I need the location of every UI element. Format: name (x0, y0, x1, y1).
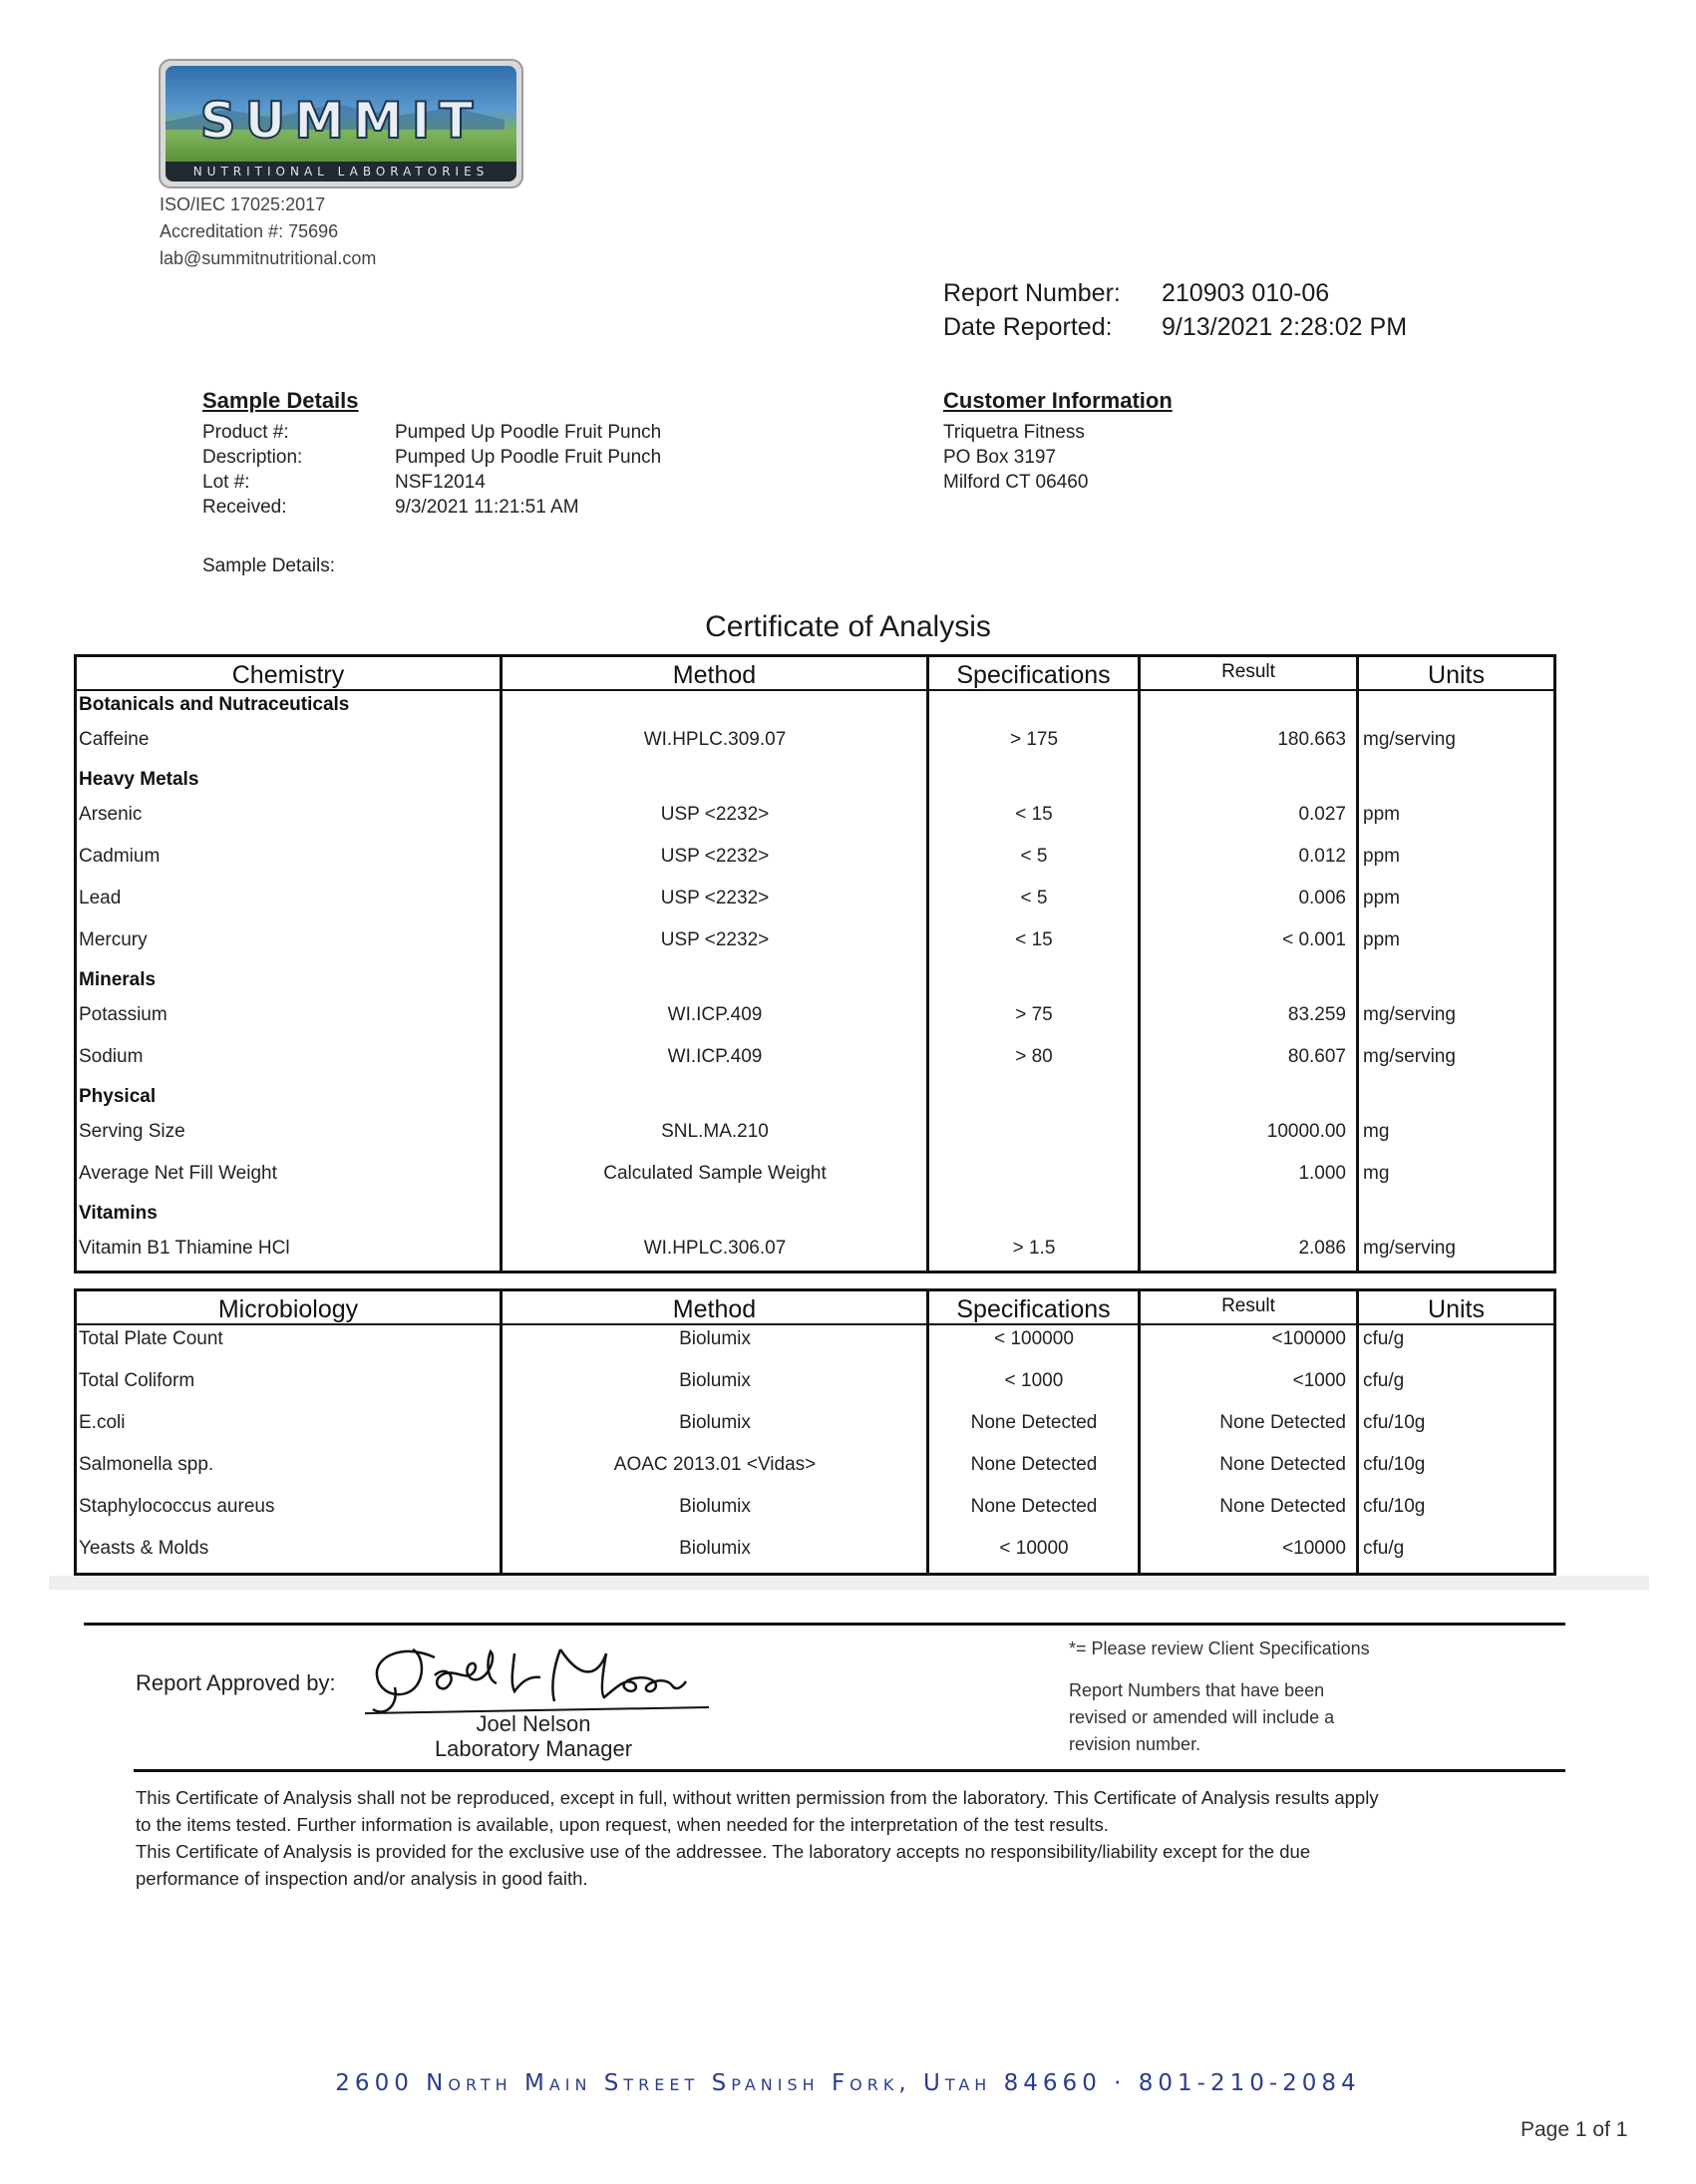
row-result: <10000 (1282, 1538, 1346, 1559)
page-number: Page 1 of 1 (1521, 2118, 1628, 2141)
row-units: mg/serving (1363, 1004, 1456, 1025)
received-label: Received: (202, 497, 287, 518)
accreditation-number: Accreditation #: 75696 (160, 221, 339, 241)
row-units: mg/serving (1363, 1238, 1456, 1259)
row-units: ppm (1363, 846, 1400, 867)
iso-standard: ISO/IEC 17025:2017 (160, 194, 326, 214)
group-botanicals: Botanicals and Nutraceuticals (79, 694, 350, 715)
row-spec: > 175 (1009, 729, 1059, 750)
lot-value: NSF12014 (395, 472, 486, 493)
customer-info-title: Customer Information (943, 388, 1173, 413)
revision-note-line1: Report Numbers that have been (1069, 1680, 1325, 1700)
date-reported-label: Date Reported: (943, 313, 1113, 341)
row-spec: > 80 (1015, 1046, 1053, 1067)
row-spec: < 15 (1015, 929, 1053, 950)
row-method: Biolumix (679, 1412, 751, 1433)
row-name: Lead (79, 888, 122, 909)
row-name: Average Net Fill Weight (79, 1163, 277, 1184)
specifications-header: Specifications (956, 1295, 1111, 1323)
row-result: 1.000 (1298, 1163, 1346, 1184)
row-result: 0.012 (1298, 846, 1346, 867)
row-units: mg/serving (1363, 1046, 1456, 1067)
row-spec: None Detected (970, 1412, 1098, 1433)
row-name: Sodium (79, 1046, 144, 1067)
microbiology-table (74, 1288, 1556, 1576)
sample-details-title: Sample Details (202, 388, 359, 413)
row-name: Potassium (79, 1004, 168, 1025)
row-result: 10000.00 (1266, 1121, 1346, 1142)
row-name: Vitamin B1 Thiamine HCl (79, 1238, 290, 1259)
description-label: Description: (202, 447, 303, 468)
disclaimer-line1: This Certificate of Analysis shall not be reproduced, except in full, without written permission from the laboratory. This Certificate of Analysis results apply (136, 1787, 1379, 1808)
received-value: 9/3/2021 11:21:51 AM (395, 497, 579, 518)
row-method: USP <2232> (660, 804, 770, 825)
row-method: Calculated Sample Weight (603, 1163, 827, 1184)
customer-address: PO Box 3197 (943, 447, 1057, 468)
row-method: WI.ICP.409 (667, 1004, 763, 1025)
description-value: Pumped Up Poodle Fruit Punch (395, 447, 662, 468)
row-method: USP <2232> (660, 929, 770, 950)
row-method: Biolumix (679, 1538, 751, 1559)
row-spec: < 15 (1015, 804, 1053, 825)
row-method: Biolumix (679, 1370, 751, 1391)
logo-subtitle: NUTRITIONAL LABORATORIES (166, 162, 516, 182)
row-name: Serving Size (79, 1121, 185, 1142)
row-name: Staphylococcus aureus (79, 1496, 275, 1517)
approved-by-label: Report Approved by: (136, 1670, 336, 1695)
row-spec: None Detected (970, 1496, 1098, 1517)
group-minerals: Minerals (79, 969, 157, 990)
row-name: Total Plate Count (79, 1328, 223, 1349)
row-method: Biolumix (679, 1328, 751, 1349)
sample-details-label: Sample Details: (202, 555, 336, 576)
method-header: Method (672, 1295, 757, 1323)
row-name: Yeasts & Molds (79, 1538, 209, 1559)
row-result: 83.259 (1287, 1004, 1346, 1025)
row-units: cfu/10g (1363, 1412, 1426, 1433)
row-spec: > 75 (1015, 1004, 1053, 1025)
row-spec: None Detected (970, 1454, 1098, 1475)
row-units: cfu/g (1363, 1328, 1405, 1349)
revision-note-line3: revision number. (1069, 1734, 1201, 1754)
row-name: Salmonella spp. (79, 1454, 214, 1475)
row-units: cfu/g (1363, 1370, 1405, 1391)
lab-email: lab@summitnutritional.com (160, 248, 377, 268)
product-label: Product #: (202, 422, 289, 443)
row-name: Total Coliform (79, 1370, 195, 1391)
specifications-header: Specifications (956, 661, 1111, 689)
row-spec: < 5 (1020, 846, 1048, 867)
row-units: mg (1363, 1163, 1390, 1184)
row-method: WI.ICP.409 (667, 1046, 763, 1067)
certificate-title: Certificate of Analysis (705, 610, 991, 643)
client-spec-note: *= Please review Client Specifications (1069, 1638, 1370, 1658)
row-result: <100000 (1271, 1328, 1346, 1349)
divider (134, 1769, 1565, 1772)
disclaimer-line2: to the items tested. Further information is available, upon request, when needed for the interpretation of the test results. (136, 1814, 1109, 1835)
customer-city: Milford CT 06460 (943, 472, 1089, 493)
row-name: Arsenic (79, 804, 143, 825)
row-units: mg/serving (1363, 729, 1456, 750)
disclaimer-line3: This Certificate of Analysis is provided for the exclusive use of the addressee. The laboratory accepts no responsibility/liability except for the due (136, 1841, 1311, 1862)
row-units: cfu/g (1363, 1538, 1405, 1559)
row-name: E.coli (79, 1412, 126, 1433)
group-physical: Physical (79, 1086, 157, 1107)
group-heavy-metals: Heavy Metals (79, 769, 199, 790)
result-header: Result (1221, 1295, 1275, 1316)
gray-band (49, 1576, 1649, 1590)
row-result: <1000 (1292, 1370, 1346, 1391)
row-result: None Detected (1219, 1454, 1346, 1475)
row-spec: < 1000 (1004, 1370, 1064, 1391)
logo-wordmark: SUMMIT (199, 92, 483, 150)
row-result: 180.663 (1277, 729, 1346, 750)
row-result: None Detected (1219, 1496, 1346, 1517)
row-method: AOAC 2013.01 <Vidas> (613, 1454, 817, 1475)
group-vitamins: Vitamins (79, 1203, 158, 1224)
row-spec: < 10000 (999, 1538, 1069, 1559)
row-units: ppm (1363, 888, 1400, 909)
units-header: Units (1428, 661, 1485, 689)
customer-name: Triquetra Fitness (943, 422, 1085, 443)
report-number: 210903 010-06 (1162, 279, 1330, 307)
row-name: Cadmium (79, 846, 161, 867)
microbiology-header: Microbiology (217, 1295, 359, 1323)
lot-label: Lot #: (202, 472, 250, 493)
row-spec: < 5 (1020, 888, 1048, 909)
row-spec: > 1.5 (1012, 1238, 1056, 1259)
lab-address: 2600 North Main Street Spanish Fork, Utah 84660 · 801-210-2084 (335, 2070, 1361, 2096)
result-header: Result (1221, 661, 1275, 682)
row-method: WI.HPLC.306.07 (643, 1238, 787, 1259)
row-result: 80.607 (1287, 1046, 1346, 1067)
row-name: Caffeine (79, 729, 150, 750)
approver-role: Laboratory Manager (434, 1736, 633, 1761)
row-units: cfu/10g (1363, 1454, 1426, 1475)
row-units: mg (1363, 1121, 1390, 1142)
row-method: WI.HPLC.309.07 (643, 729, 787, 750)
row-spec: < 100000 (994, 1328, 1074, 1349)
units-header: Units (1428, 1295, 1485, 1323)
row-result: 0.027 (1298, 804, 1346, 825)
row-result: 2.086 (1298, 1238, 1346, 1259)
row-units: ppm (1363, 804, 1400, 825)
row-units: cfu/10g (1363, 1496, 1426, 1517)
row-method: Biolumix (679, 1496, 751, 1517)
summit-logo (159, 59, 523, 188)
divider (84, 1623, 1565, 1626)
row-result: None Detected (1219, 1412, 1346, 1433)
chemistry-table (74, 654, 1556, 1274)
row-result: 0.006 (1298, 888, 1346, 909)
row-name: Mercury (79, 929, 148, 950)
row-method: SNL.MA.210 (661, 1121, 769, 1142)
revision-note-line2: revised or amended will include a (1069, 1707, 1335, 1727)
approver-name: Joel Nelson (476, 1711, 591, 1736)
report-number-label: Report Number: (943, 279, 1121, 307)
row-method: USP <2232> (660, 846, 770, 867)
product-value: Pumped Up Poodle Fruit Punch (395, 422, 662, 443)
date-reported: 9/13/2021 2:28:02 PM (1162, 313, 1408, 341)
chemistry-header: Chemistry (231, 661, 345, 689)
method-header: Method (672, 661, 757, 689)
disclaimer-line4: performance of inspection and/or analysis in good faith. (136, 1868, 588, 1889)
row-units: ppm (1363, 929, 1400, 950)
row-method: USP <2232> (660, 888, 770, 909)
row-result: < 0.001 (1282, 929, 1346, 950)
